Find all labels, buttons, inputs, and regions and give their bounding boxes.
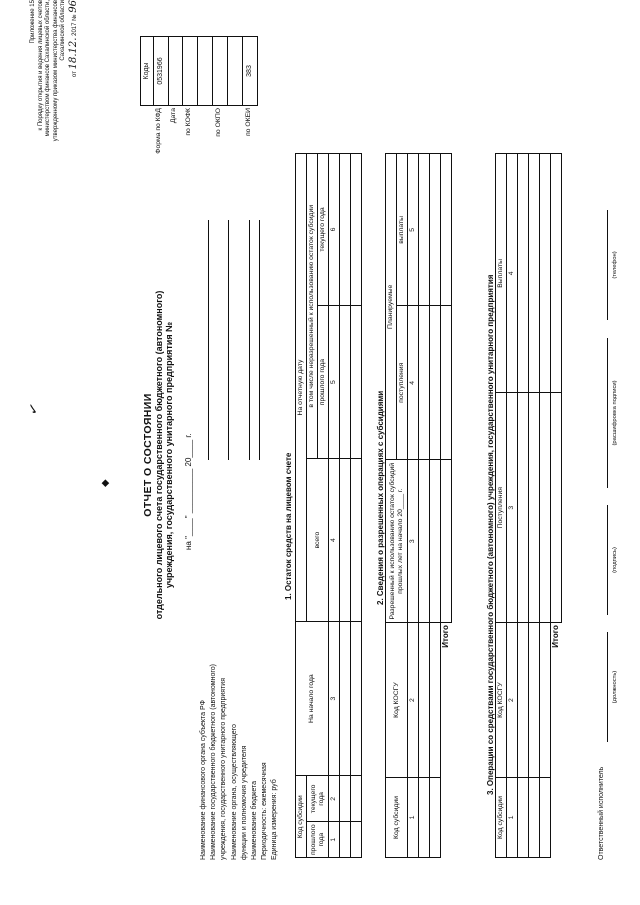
table-row (419, 44, 430, 858)
meta-line: Периодичность: ежемесячная (261, 762, 269, 860)
col-planned: Планируемые (386, 154, 397, 460)
meta-line: Наименование бюджета (251, 460, 261, 860)
col-num: 4 (408, 306, 419, 460)
col-num: 6 (329, 154, 340, 306)
section-1-title: 1. Остаток средств на лицевом счете (284, 452, 293, 600)
caption-phone: (телефон) (612, 251, 618, 279)
col-num: 2 (507, 623, 518, 778)
codes-header: Коды (140, 36, 154, 106)
appendix-date: от 18.12. 2017 № 96 (67, 0, 79, 77)
col-incl-curr: текущего года (318, 154, 329, 306)
ink-blot: ◆ (100, 479, 111, 487)
col-num: 4 (507, 154, 518, 393)
col-incl-prev: прошлого года (318, 305, 329, 459)
col-num: 5 (408, 154, 419, 306)
code-value (168, 36, 183, 106)
col-num: 1 (408, 778, 419, 858)
codes-row: по КОФК (183, 38, 197, 238)
col-num: 3 (507, 393, 518, 623)
caption-sign: (подпись) (612, 547, 618, 573)
col-num: 4 (329, 459, 340, 622)
col-num: 2 (408, 623, 419, 778)
operations-permitted-table (385, 44, 452, 858)
appendix-note (30, 0, 80, 190)
col-in: поступления (397, 306, 408, 460)
col-num: 1 (329, 822, 340, 858)
title-line-2: отдельного лицевого счета государственного бюджетного (автономного) (154, 290, 164, 620)
appendix-line: утвержденному приказом министерства финансов (52, 0, 59, 142)
handwritten-date: 18.12. (67, 37, 79, 70)
col-incl: в том числе неразрешенный к использованию остаток субсидии (307, 154, 318, 459)
code-value (213, 36, 228, 106)
balance-table (295, 44, 362, 858)
caption-position: (должность) (612, 670, 618, 704)
col-total: всего (307, 459, 329, 622)
meta-line: Наименование государственного бюджетного (автономного) (210, 664, 218, 860)
col-num: 5 (329, 305, 340, 459)
meta-line: учреждения, государственного унитарного предприятия (220, 460, 230, 860)
code-value: 0531966 (153, 36, 169, 106)
col-num: 3 (329, 621, 340, 776)
col-in: Поступления (496, 393, 507, 623)
col-prev-year: прошлого года (307, 822, 329, 858)
codes-row: по ОКПО (213, 38, 227, 238)
col-num: 3 (408, 460, 419, 623)
table-row (430, 44, 441, 858)
col-num: 2 (329, 776, 340, 822)
header-fields (200, 460, 282, 860)
section-2-title: 2. Сведения о разрешенных операциях с субсидиями (376, 390, 385, 605)
handwritten-number: 96 (67, 0, 79, 13)
total-row (441, 44, 452, 858)
appendix-line: к Порядку открытия и ведения лицевых счетов (37, 0, 44, 131)
col-code-subsidy: Код субсидии (296, 776, 307, 858)
codes-row (228, 38, 242, 238)
signature-block (598, 40, 628, 860)
codes-block (140, 38, 264, 238)
table-row (340, 44, 351, 858)
report-title (142, 245, 174, 665)
col-begin-year: На начало года (296, 621, 329, 776)
code-value (183, 36, 198, 106)
section-3-title: 3. Операции со средствами государственного бюджетного (автономного) учреждения, государственного унитарного предприятия (486, 274, 495, 795)
total-label: Итого (551, 625, 561, 648)
total-row (551, 44, 562, 858)
appendix-line: Приложение 15 (30, 0, 36, 44)
codes-row: Форма по КФД 0531966 (153, 38, 167, 238)
codes-row (198, 38, 212, 238)
appendix-line: министерством финансов Сахалинской области, (45, 0, 51, 137)
col-kosgu: Код КОСГУ (496, 623, 507, 778)
meta-line: Наименование органа, осуществляющего (230, 724, 238, 860)
codes-row: Дата (168, 38, 182, 238)
meta-line: функции и полномочия учредителя (241, 460, 251, 860)
code-value (198, 36, 213, 106)
title-line-1: ОТЧЕТ О СОСТОЯНИИ (142, 393, 154, 517)
meta-line: Единица измерения: руб (271, 779, 279, 860)
pen-mark: ✓ (24, 400, 44, 418)
table-row (351, 44, 362, 858)
total-label: Итого (441, 625, 451, 648)
code-value (228, 36, 243, 106)
title-line-3: учреждения, государственного унитарного предприятия № (164, 321, 174, 589)
codes-row: по ОКЕИ 383 (243, 38, 257, 238)
executor-label: Ответственный исполнитель (598, 766, 605, 860)
report-date: на "____" __________ 20____ г. (184, 433, 193, 550)
col-num: 1 (507, 778, 518, 858)
table-row (529, 44, 540, 858)
col-out: выплаты (397, 154, 408, 306)
appendix-line: Сахалинской области (60, 0, 66, 61)
table-row (518, 44, 529, 858)
col-report-date: На отчетную дату (296, 154, 307, 622)
col-kosgu: Код КОСГУ (386, 623, 408, 778)
caption-decode: (расшифровка подписи) (612, 380, 618, 446)
table-row (540, 44, 551, 858)
code-value: 383 (243, 36, 258, 106)
operations-table (495, 44, 562, 858)
col-curr-year: текущего года (307, 776, 329, 822)
col-out: Выплаты (496, 154, 507, 393)
meta-line: Наименование финансового органа субъекта РФ (200, 460, 210, 860)
col-allowed: Разрешенный к использованию остаток субсидий прошлых лет на начало 20____ г. (386, 460, 408, 623)
col-code-subsidy: Код субсидии (496, 778, 507, 858)
col-code-subsidy: Код субсидии (386, 778, 408, 858)
